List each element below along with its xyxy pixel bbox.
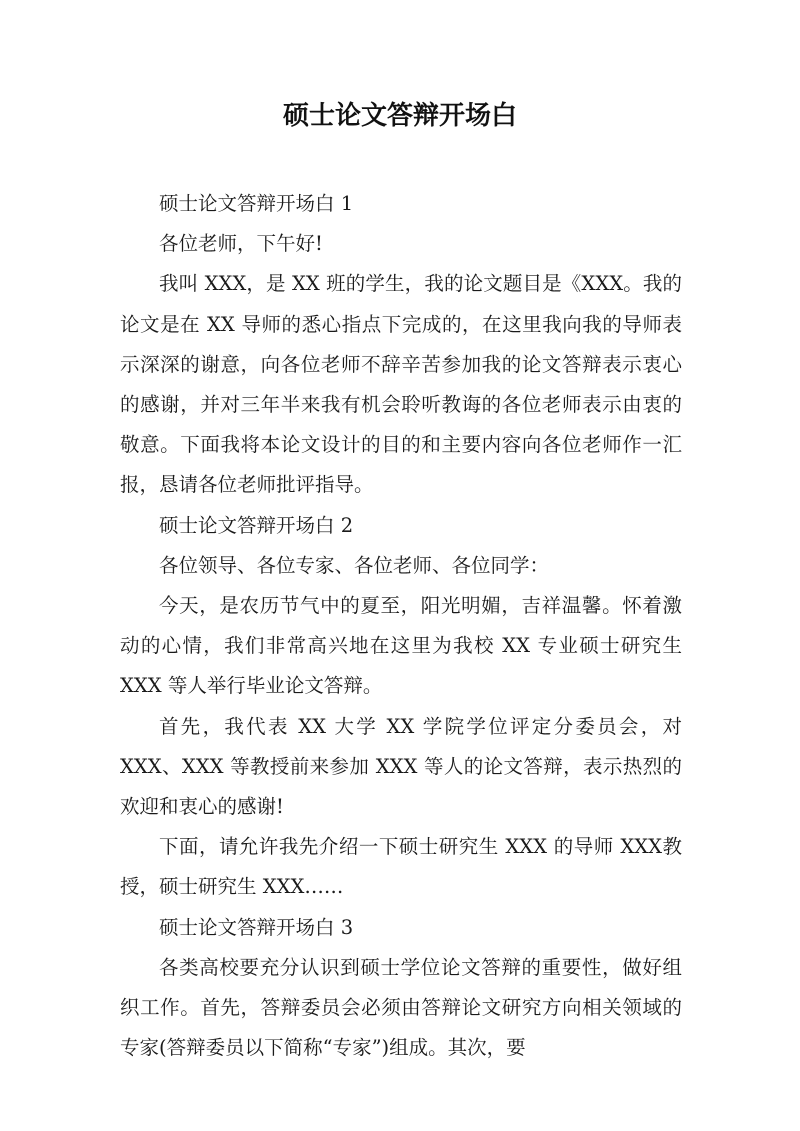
- section-heading-2: 硕士论文答辩开场白 2: [159, 513, 354, 537]
- body-paragraph: 我叫 XXX，是 XX 班的学生，我的论文题目是《XXX。我的论文是在 XX 导师的悉心指点下完成的，在这里我向我的导师表示深深的谢意，向各位老师不辞辛苦参加我的论文答辩表示衷心的感谢，并对三年半来我有机会聆听教诲的各位老师表示由衷的敬意。下面我将本论文设计的目的和主要内容向各位老师作一汇报，恳请各位老师批评指导。: [120, 272, 682, 497]
- greeting-paragraph: 各位老师，下午好!: [159, 232, 323, 256]
- section-heading-3: 硕士论文答辩开场白 3: [159, 915, 354, 939]
- document-body: [120, 184, 682, 1068]
- greeting-paragraph: 各位领导、各位专家、各位老师、各位同学：: [159, 553, 550, 577]
- document-title: 硕士论文答辩开场白: [282, 101, 517, 131]
- body-paragraph: 下面，请允许我先介绍一下硕士研究生 XXX 的导师 XXX教授，硕士研究生 XXX……: [120, 835, 682, 899]
- body-paragraph: 各类高校要充分认识到硕士学位论文答辩的重要性，做好组织工作。首先，答辩委员会必须由答辩论文研究方向相关领域的专家(答辩委员以下简称“专家”)组成。其次，要: [120, 955, 682, 1060]
- body-paragraph: 首先，我代表 XX 大学 XX 学院学位评定分委员会，对XXX、XXX 等教授前来参加 XXX 等人的论文答辩，表示热烈的欢迎和衷心的感谢!: [120, 714, 682, 819]
- body-paragraph: 今天，是农历节气中的夏至，阳光明媚，吉祥温馨。怀着激动的心情，我们非常高兴地在这里为我校 XX 专业硕士研究生 XXX 等人举行毕业论文答辩。: [120, 594, 682, 698]
- section-heading-1: 硕士论文答辩开场白 1: [159, 192, 354, 215]
